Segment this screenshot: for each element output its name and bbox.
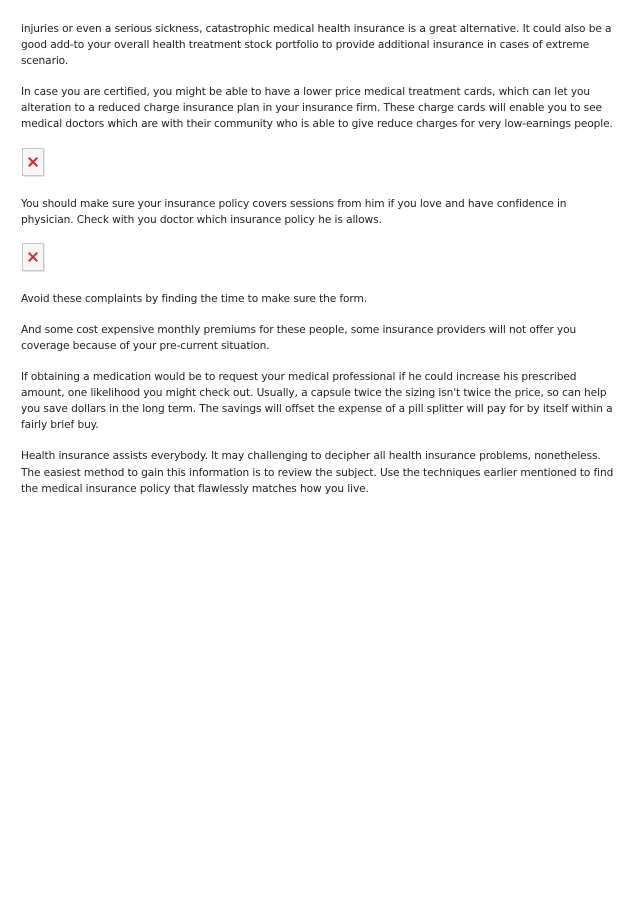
close-x-icon <box>27 156 39 168</box>
close-x-icon <box>27 251 39 263</box>
paragraph-6: If obtaining a medication would be to request your medical professional if he could increase his prescribed amount, one likelihood you might check out. Usually, a capsule twice the sizing isn't twice the price, so can help you save dollars in the long term. The savings will offset the expense of a pill splitter will pay for by itself within a fairly brief buy. <box>21 371 613 432</box>
paragraph-4: Avoid these complaints by finding the time to make sure the form. <box>21 292 367 305</box>
paragraph-5: And some cost expensive monthly premiums for these people, some insurance providers will not offer you coverage because of your pre-current situation. <box>21 323 577 352</box>
broken-image-icon <box>22 243 44 271</box>
paragraph-2: In case you are certified, you might be able to have a lower price medical treatment cards, which can let you alteration to a reduced charge insurance plan in your insurance firm. These charge cards will enable you to see medical doctors which are with their community who is able to give reduce charges for very low-earnings people. <box>21 86 613 131</box>
paragraph-3: You should make sure your insurance policy covers sessions from him if you love and have confidence in physician. Check with you doctor which insurance policy he is allows. <box>21 197 567 226</box>
paragraph-7: Health insurance assists everybody. It may challenging to decipher all health insurance problems, nonetheless. The easiest method to gain this information is to review the subject. Use the techniques earlier mentioned to find the medical insurance policy that flawlessly matches how you live. <box>21 450 614 495</box>
broken-image-icon <box>22 148 44 176</box>
paragraph-1: injuries or even a serious sickness, catastrophic medical health insurance is a great alternative. It could also be a good add-to your overall health treatment stock portfolio to provide additional insurance in cases of extreme scenario. <box>21 23 612 68</box>
